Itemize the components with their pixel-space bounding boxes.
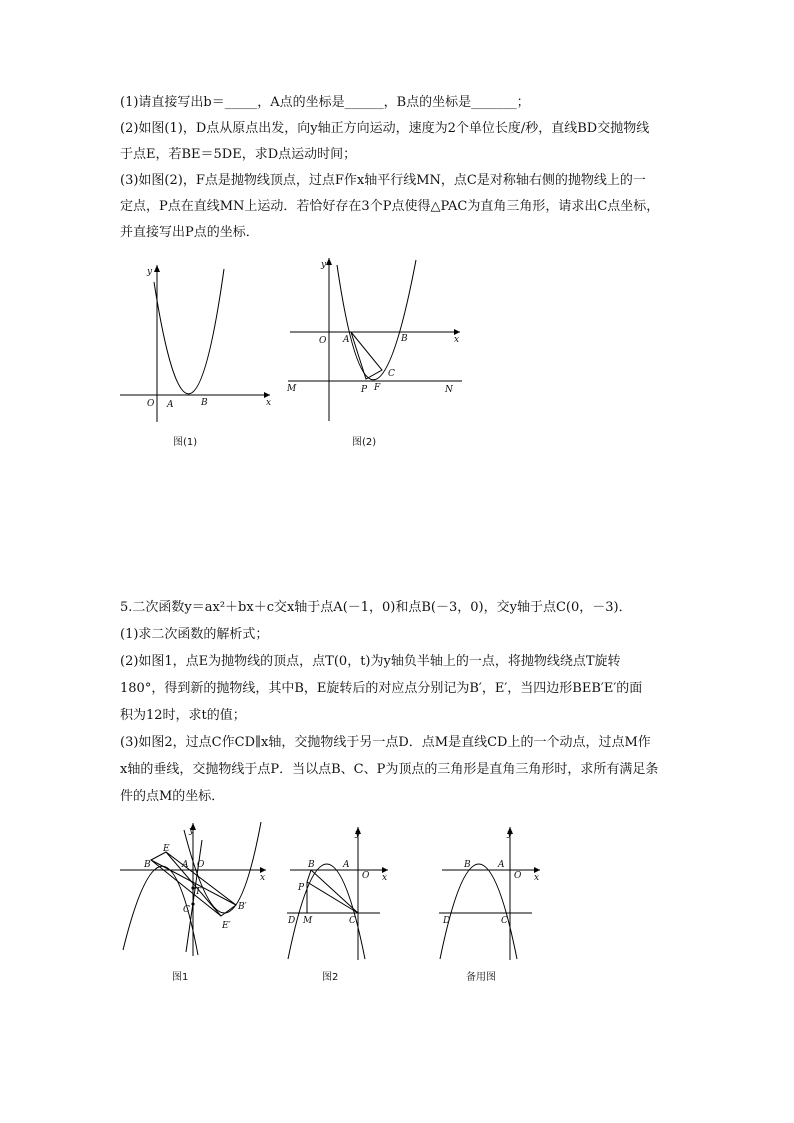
label-O: O	[319, 336, 327, 346]
label-E: E	[163, 844, 170, 854]
label-F: F	[374, 383, 381, 393]
label-O: O	[197, 860, 205, 870]
label-D: D	[443, 916, 451, 926]
segment-PC	[307, 882, 358, 913]
p5-figure-1-caption: 图1	[172, 972, 189, 983]
label-B: B	[464, 860, 471, 870]
p5-line-4: 180°，得到新的抛物线，其中B，E旋转后的对应点分别记为B′，E′，当四边形BEB′E′的面	[120, 681, 643, 696]
p5-figure-3-svg	[437, 824, 552, 964]
label-x: x	[260, 873, 266, 883]
label-E2: E′	[222, 921, 231, 931]
label-x: x	[534, 873, 540, 883]
label-O: O	[514, 871, 522, 881]
p4-figure-1	[120, 262, 280, 432]
label-D: D	[288, 916, 296, 926]
p4-line-1: (1)请直接写出b＝_____，A点的坐标是______，B点的坐标是_______；	[120, 95, 530, 110]
label-C: C	[349, 916, 356, 926]
label-N: N	[445, 385, 453, 395]
label-B2: B′	[238, 902, 247, 912]
label-y: y	[189, 826, 195, 836]
label-y: y	[355, 829, 361, 839]
p4-figure-2	[285, 255, 465, 425]
label-C: C	[388, 369, 395, 379]
p4-line-2: (2)如图(1)，D点从原点出发，向y轴正方向运动，速度为2个单位长度/秒，直线BD交抛物线	[120, 121, 650, 136]
label-O: O	[362, 871, 370, 881]
p4-line-4: (3)如图(2)，F点是抛物线顶点，过点F作x轴平行线MN，点C是对称轴右侧的抛物线上的一	[120, 173, 646, 188]
p4-line-6: 并直接写出P点的坐标．	[120, 225, 259, 240]
p5-figure-2-svg	[285, 824, 400, 964]
label-y: y	[507, 829, 513, 839]
label-B: B	[201, 398, 208, 408]
p4-figure-1-caption: 图(1)	[173, 437, 198, 448]
label-x: x	[382, 873, 388, 883]
label-C: C	[501, 916, 508, 926]
p5-line-3: (2)如图1，点E为抛物线的顶点，点T(0，t)为y轴负半轴上的一点，将抛物线绕点T旋转	[120, 654, 621, 669]
label-y: y	[321, 260, 327, 270]
parabola-rotated	[184, 822, 261, 913]
p5-figure-1-svg	[118, 820, 278, 960]
label-P: P	[361, 385, 368, 395]
label-P: P	[298, 883, 305, 893]
p4-figure-2-caption: 图(2)	[352, 437, 377, 448]
label-C: C	[183, 905, 190, 915]
label-A: A	[167, 400, 174, 410]
p5-line-1: 5.二次函数y＝ax²＋bx＋c交x轴于点A(－1，0)和点B(－3，0)，交y轴于点C(0，－3)．	[120, 600, 632, 615]
parabola	[288, 864, 365, 959]
label-M: M	[287, 384, 297, 394]
p5-figure-2-caption: 图2	[322, 972, 339, 983]
p5-figure-3-caption: 备用图	[466, 972, 496, 983]
p5-line-8: 件的点M的坐标．	[120, 789, 225, 804]
p4-figure-2-svg	[285, 255, 465, 425]
p4-line-5: 定点，P点在直线MN上运动．若恰好存在3个P点使得△PAC为直角三角形，请求出C点坐标，	[120, 199, 660, 214]
label-A: A	[343, 860, 350, 870]
label-T: T	[195, 887, 202, 897]
label-B: B	[401, 334, 408, 344]
point-C	[191, 902, 194, 905]
label-B: B	[308, 860, 315, 870]
parabola	[440, 864, 517, 959]
p5-figure-2	[285, 824, 400, 964]
label-B: B	[144, 860, 151, 870]
label-A: A	[343, 335, 350, 345]
label-O: O	[147, 399, 155, 409]
segment-BC	[311, 870, 358, 913]
label-A: A	[498, 860, 505, 870]
p5-figure-1	[118, 820, 278, 960]
p4-figure-1-svg	[120, 262, 280, 432]
label-A: A	[182, 860, 189, 870]
p5-line-2: (1)求二次函数的解析式；	[120, 627, 269, 642]
p5-line-5: 积为12时，求t的值；	[120, 708, 246, 723]
label-x: x	[454, 335, 460, 345]
p5-line-7: x轴的垂线，交抛物线于点P．当以点B、C、P为顶点的三角形是直角三角形时，求所有满足条	[120, 762, 659, 777]
label-M: M	[303, 916, 313, 926]
p5-line-6: (3)如图2，过点C作CD∥x轴，交抛物线于另一点D．点M是直线CD上的一个动点，过点M作	[120, 735, 651, 750]
label-x: x	[266, 398, 272, 408]
parabola	[154, 269, 224, 394]
label-y: y	[147, 267, 153, 277]
p4-line-3: 于点E，若BE＝5DE，求D点运动时间；	[120, 147, 357, 162]
p5-figure-3	[437, 824, 552, 964]
parabola	[337, 260, 416, 380]
y-axis-arrow	[154, 265, 160, 272]
y-axis-arrow	[326, 258, 332, 265]
